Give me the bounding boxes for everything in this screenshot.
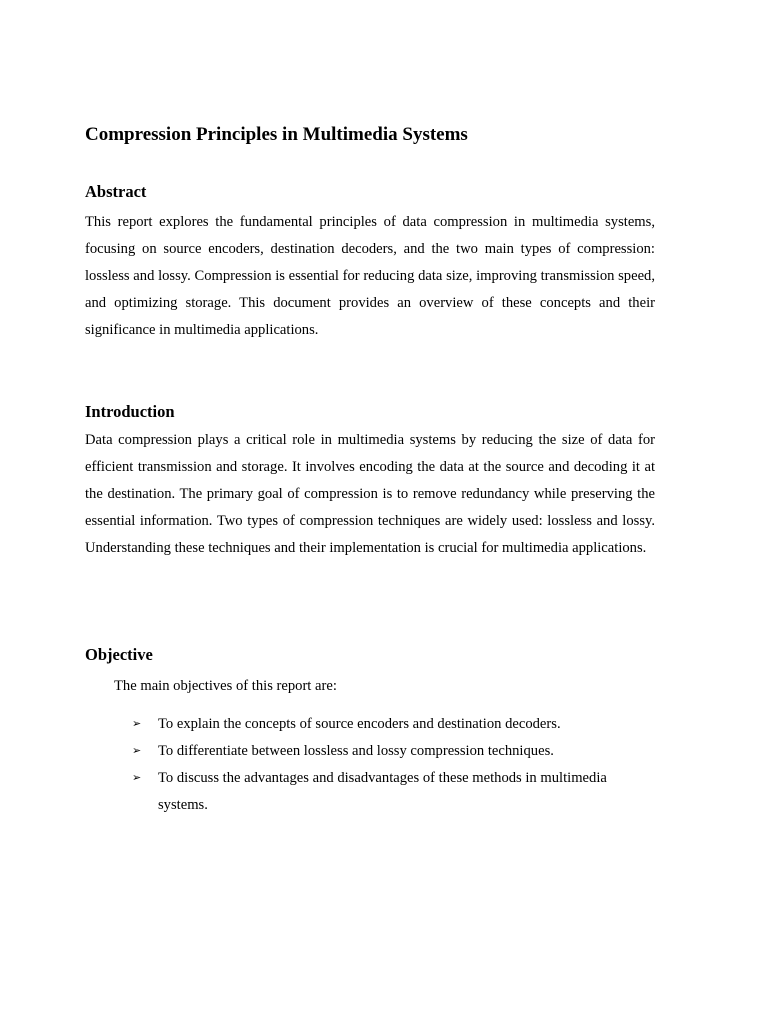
list-item-text: To discuss the advantages and disadvantages of these methods in multimedia systems. bbox=[158, 769, 607, 813]
list-item-text: To explain the concepts of source encoders and destination decoders. bbox=[158, 716, 561, 732]
arrow-bullet-icon: ➢ bbox=[132, 743, 142, 757]
arrow-bullet-icon: ➢ bbox=[132, 717, 142, 730]
list-item-text: To differentiate between lossless and lossy compression techniques. bbox=[158, 742, 554, 759]
list-item bbox=[132, 738, 632, 765]
objective-intro: The main objectives of this report are: bbox=[114, 678, 337, 694]
arrow-bullet-icon: ➢ bbox=[132, 770, 142, 784]
abstract-heading: Abstract bbox=[85, 182, 147, 201]
document-title: Compression Principles in Multimedia Systems bbox=[85, 124, 468, 145]
objective-list bbox=[132, 711, 632, 819]
list-item bbox=[132, 711, 632, 738]
list-item bbox=[132, 765, 632, 819]
introduction-paragraph: Data compression plays a critical role in multimedia systems by reducing the size of data for efficient transmission and storage. It involves encoding the data at the source and decoding it at the destination. The primary goal of compression is to remove redundancy while preserving the essential information. Two types of compression techniques are widely used: lossless and lossy. Understanding these techniques and their implementation is crucial for multimedia applications. bbox=[85, 432, 655, 556]
abstract-paragraph: This report explores the fundamental principles of data compression in multimedia systems, focusing on source encoders, destination decoders, and the two main types of compression: lossless and lossy. Compression is essential for reducing data size, improving transmission speed, and optimizing storage. This document provides an overview of these concepts and their significance in multimedia applications. bbox=[85, 214, 655, 338]
introduction-heading: Introduction bbox=[85, 402, 175, 421]
objective-heading: Objective bbox=[85, 645, 153, 664]
